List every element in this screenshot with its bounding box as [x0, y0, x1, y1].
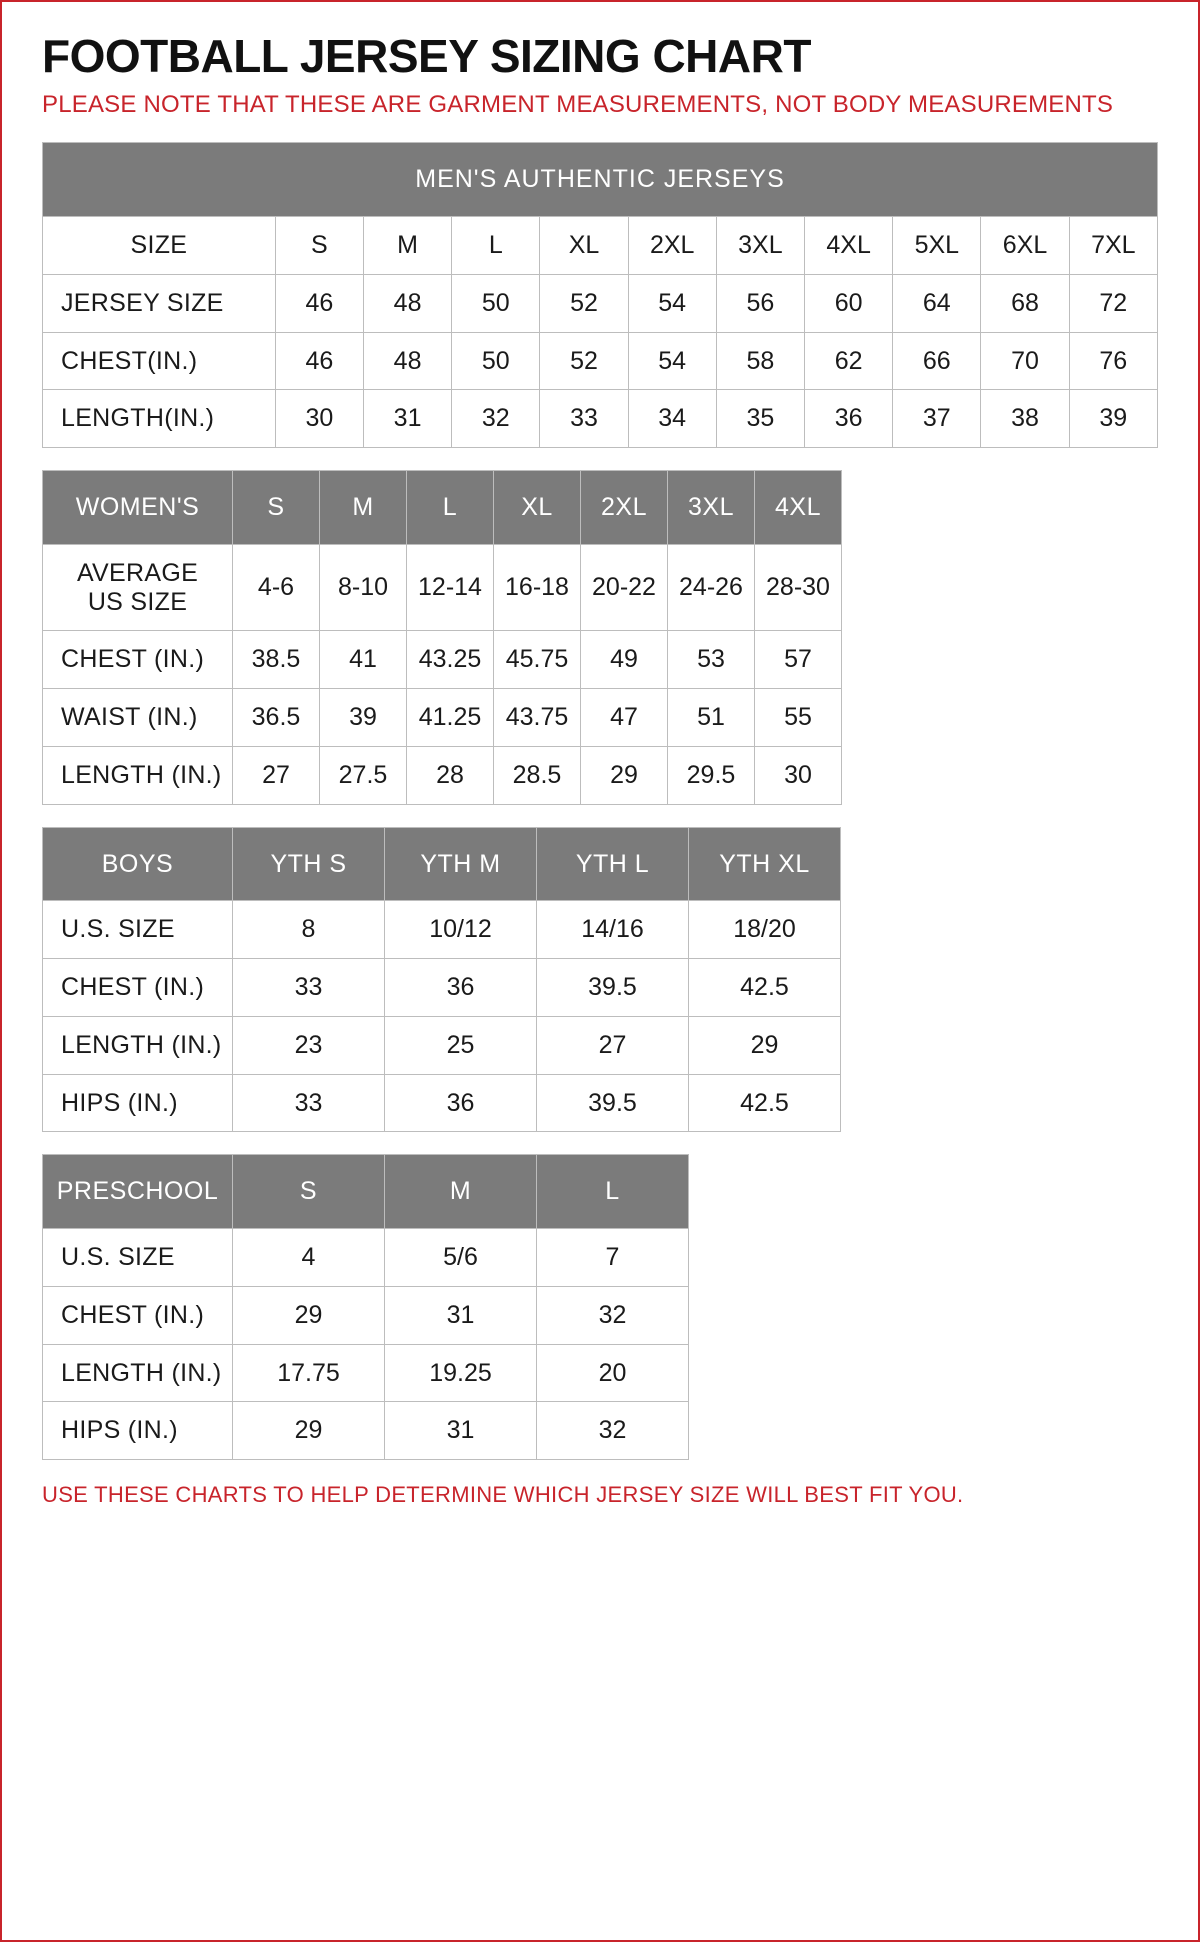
- table-cell: 60: [805, 274, 893, 332]
- table-cell: 30: [755, 746, 842, 804]
- table-cell: 28: [407, 746, 494, 804]
- boys-header-label: BOYS: [43, 827, 233, 901]
- column-header: XL: [540, 217, 628, 275]
- table-row: [43, 689, 842, 747]
- table-cell: 29: [581, 746, 668, 804]
- boys-size-table: [42, 827, 841, 1133]
- table-cell: 38.5: [233, 631, 320, 689]
- column-header: 4XL: [755, 471, 842, 545]
- column-header: S: [275, 217, 363, 275]
- page-title: FOOTBALL JERSEY SIZING CHART: [42, 30, 811, 82]
- table-cell: 38: [981, 390, 1069, 448]
- table-row: [43, 143, 1158, 217]
- column-header: 3XL: [716, 217, 804, 275]
- table-cell: 37: [893, 390, 981, 448]
- table-cell: 48: [363, 274, 451, 332]
- column-header: M: [363, 217, 451, 275]
- table-row: [43, 959, 841, 1017]
- table-cell: 54: [628, 332, 716, 390]
- table-cell: 30: [275, 390, 363, 448]
- column-header: 5XL: [893, 217, 981, 275]
- table-cell: 58: [716, 332, 804, 390]
- table-cell: 33: [233, 1074, 385, 1132]
- row-label: CHEST(IN.): [43, 332, 276, 390]
- column-header: 4XL: [805, 217, 893, 275]
- table-cell: 36.5: [233, 689, 320, 747]
- row-label: CHEST (IN.): [43, 959, 233, 1017]
- table-row: [43, 274, 1158, 332]
- preschool-size-table: [42, 1154, 689, 1460]
- row-label: LENGTH (IN.): [43, 1016, 233, 1074]
- table-cell: 24-26: [668, 544, 755, 631]
- mens-size-table: [42, 142, 1158, 448]
- table-cell: 20-22: [581, 544, 668, 631]
- table-row: [43, 544, 842, 631]
- table-cell: 31: [385, 1286, 537, 1344]
- table-row: [43, 1155, 689, 1229]
- table-cell: 39.5: [537, 959, 689, 1017]
- table-cell: 32: [452, 390, 540, 448]
- table-cell: 27: [233, 746, 320, 804]
- column-header: YTH XL: [689, 827, 841, 901]
- column-header: L: [452, 217, 540, 275]
- row-label: U.S. SIZE: [43, 1229, 233, 1287]
- table-cell: 43.25: [407, 631, 494, 689]
- table-cell: 27: [537, 1016, 689, 1074]
- table-cell: 29: [689, 1016, 841, 1074]
- column-header: XL: [494, 471, 581, 545]
- column-header: YTH S: [233, 827, 385, 901]
- column-header: 2XL: [581, 471, 668, 545]
- table-cell: 8: [233, 901, 385, 959]
- table-cell: 56: [716, 274, 804, 332]
- column-header: S: [233, 471, 320, 545]
- table-cell: 39.5: [537, 1074, 689, 1132]
- table-cell: 49: [581, 631, 668, 689]
- table-cell: 66: [893, 332, 981, 390]
- table-cell: 29: [233, 1286, 385, 1344]
- womens-header-label: WOMEN'S: [43, 471, 233, 545]
- table-cell: 23: [233, 1016, 385, 1074]
- table-cell: 68: [981, 274, 1069, 332]
- table-cell: 10/12: [385, 901, 537, 959]
- table-cell: 17.75: [233, 1344, 385, 1402]
- row-label: WAIST (IN.): [43, 689, 233, 747]
- table-cell: 36: [805, 390, 893, 448]
- table-row: [43, 1229, 689, 1287]
- mens-band-title: MEN'S AUTHENTIC JERSEYS: [43, 143, 1158, 217]
- table-cell: 28-30: [755, 544, 842, 631]
- table-row: [43, 1016, 841, 1074]
- table-cell: 29: [233, 1402, 385, 1460]
- row-label: [43, 544, 233, 631]
- table-cell: 25: [385, 1016, 537, 1074]
- table-cell: 14/16: [537, 901, 689, 959]
- column-header: L: [407, 471, 494, 545]
- table-row: [43, 390, 1158, 448]
- table-cell: 41.25: [407, 689, 494, 747]
- table-cell: 50: [452, 332, 540, 390]
- row-label: CHEST (IN.): [43, 631, 233, 689]
- table-row: [43, 631, 842, 689]
- table-row: [43, 217, 1158, 275]
- table-cell: 34: [628, 390, 716, 448]
- table-cell: 52: [540, 332, 628, 390]
- table-cell: 45.75: [494, 631, 581, 689]
- table-cell: 47: [581, 689, 668, 747]
- table-cell: 36: [385, 1074, 537, 1132]
- table-row: [43, 827, 841, 901]
- table-cell: 7: [537, 1229, 689, 1287]
- table-cell: 4-6: [233, 544, 320, 631]
- column-header: 7XL: [1069, 217, 1157, 275]
- column-header: YTH L: [537, 827, 689, 901]
- table-cell: 52: [540, 274, 628, 332]
- column-header: S: [233, 1155, 385, 1229]
- table-cell: 46: [275, 274, 363, 332]
- table-cell: 16-18: [494, 544, 581, 631]
- table-cell: 36: [385, 959, 537, 1017]
- column-header: 6XL: [981, 217, 1069, 275]
- table-cell: 39: [1069, 390, 1157, 448]
- row-label: LENGTH (IN.): [43, 746, 233, 804]
- table-cell: 33: [540, 390, 628, 448]
- row-label: JERSEY SIZE: [43, 274, 276, 332]
- column-header: YTH M: [385, 827, 537, 901]
- row-label-line1: AVERAGE: [76, 558, 199, 587]
- measurement-note: PLEASE NOTE THAT THESE ARE GARMENT MEASUREMENTS, NOT BODY MEASUREMENTS: [42, 91, 1114, 119]
- table-row: [43, 1402, 689, 1460]
- table-cell: 39: [320, 689, 407, 747]
- table-cell: 31: [363, 390, 451, 448]
- table-cell: 53: [668, 631, 755, 689]
- table-cell: 76: [1069, 332, 1157, 390]
- table-cell: 35: [716, 390, 804, 448]
- row-label: U.S. SIZE: [43, 901, 233, 959]
- row-label: HIPS (IN.): [43, 1074, 233, 1132]
- table-cell: 42.5: [689, 1074, 841, 1132]
- table-cell: 55: [755, 689, 842, 747]
- row-label: LENGTH (IN.): [43, 1344, 233, 1402]
- table-cell: 42.5: [689, 959, 841, 1017]
- preschool-header-label: PRESCHOOL: [43, 1155, 233, 1229]
- column-header: M: [320, 471, 407, 545]
- row-label-line2: US SIZE: [87, 587, 188, 616]
- table-row: [43, 1074, 841, 1132]
- column-header: M: [385, 1155, 537, 1229]
- table-cell: 54: [628, 274, 716, 332]
- table-cell: 72: [1069, 274, 1157, 332]
- table-cell: 32: [537, 1286, 689, 1344]
- table-cell: 46: [275, 332, 363, 390]
- table-cell: 31: [385, 1402, 537, 1460]
- row-label: LENGTH(IN.): [43, 390, 276, 448]
- table-cell: 20: [537, 1344, 689, 1402]
- table-cell: 4: [233, 1229, 385, 1287]
- table-cell: 18/20: [689, 901, 841, 959]
- row-label: CHEST (IN.): [43, 1286, 233, 1344]
- table-row: [43, 746, 842, 804]
- table-cell: 33: [233, 959, 385, 1017]
- table-cell: 62: [805, 332, 893, 390]
- table-row: [43, 1344, 689, 1402]
- table-cell: 27.5: [320, 746, 407, 804]
- footer-note: USE THESE CHARTS TO HELP DETERMINE WHICH JERSEY SIZE WILL BEST FIT YOU.: [42, 1482, 964, 1508]
- table-cell: 64: [893, 274, 981, 332]
- table-row: [43, 332, 1158, 390]
- table-cell: 19.25: [385, 1344, 537, 1402]
- table-cell: 50: [452, 274, 540, 332]
- table-cell: 5/6: [385, 1229, 537, 1287]
- womens-size-table: [42, 470, 842, 805]
- table-cell: 29.5: [668, 746, 755, 804]
- table-cell: 12-14: [407, 544, 494, 631]
- row-label: HIPS (IN.): [43, 1402, 233, 1460]
- table-row: [43, 471, 842, 545]
- table-cell: 41: [320, 631, 407, 689]
- table-cell: 32: [537, 1402, 689, 1460]
- table-cell: 28.5: [494, 746, 581, 804]
- column-header: 3XL: [668, 471, 755, 545]
- table-row: [43, 901, 841, 959]
- table-cell: 43.75: [494, 689, 581, 747]
- table-cell: 8-10: [320, 544, 407, 631]
- table-cell: 70: [981, 332, 1069, 390]
- column-header: L: [537, 1155, 689, 1229]
- column-header: 2XL: [628, 217, 716, 275]
- table-cell: 57: [755, 631, 842, 689]
- table-cell: 48: [363, 332, 451, 390]
- table-cell: 51: [668, 689, 755, 747]
- table-row: [43, 1286, 689, 1344]
- column-header-size: SIZE: [43, 217, 276, 275]
